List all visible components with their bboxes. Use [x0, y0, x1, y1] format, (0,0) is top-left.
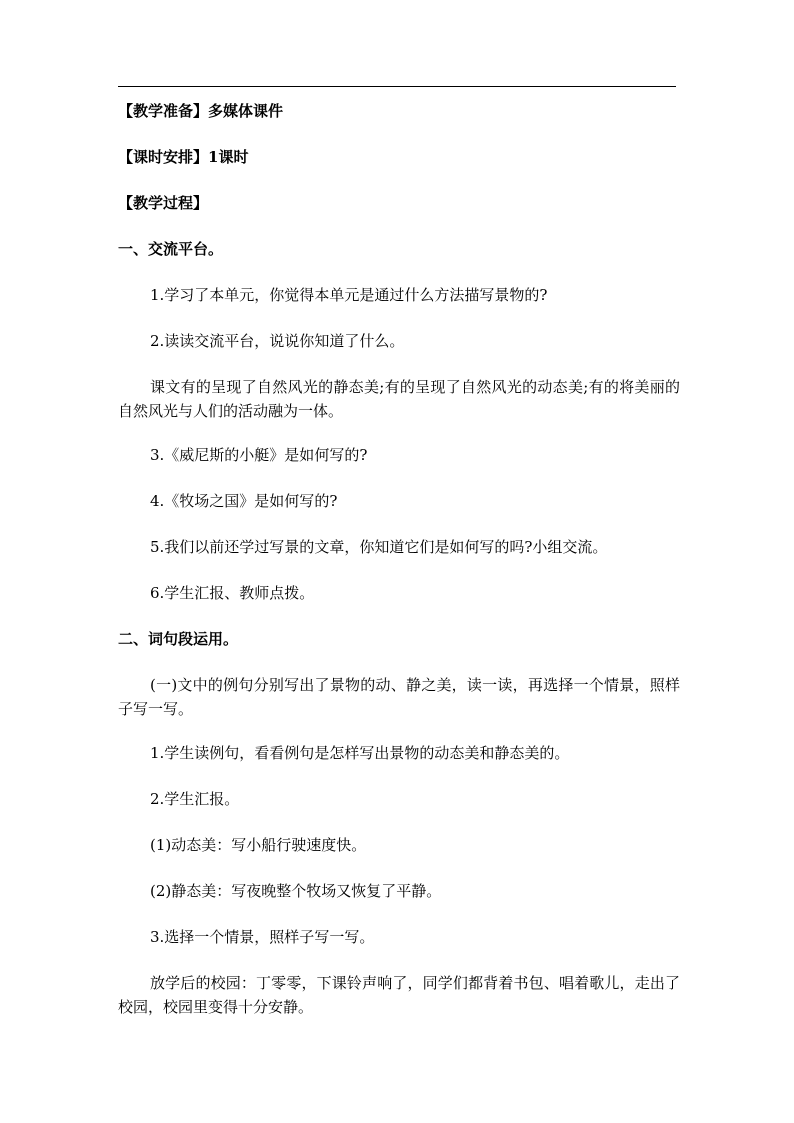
prep-line: 【教学准备】多媒体课件 [118, 102, 284, 120]
section2-paragraph-1: (一)文中的例句分别写出了景物的动、静之美，读一读，再选择一个情景，照样子写一写。 [118, 676, 680, 718]
section2-step2a: (1)动态美：写小船行驶速度快。 [150, 836, 367, 854]
section1-q2: 2.读读交流平台，说说你知道了什么。 [150, 332, 405, 350]
section2-step3: 3.选择一个情景，照样子写一写。 [150, 928, 375, 946]
section2-step2: 2.学生汇报。 [150, 790, 240, 808]
section1-q6: 6.学生汇报、教师点拨。 [150, 584, 315, 602]
section2-step1: 1.学生读例句，看看例句是怎样写出景物的动态美和静态美的。 [150, 744, 570, 762]
section1-heading: 一、交流平台。 [118, 240, 224, 258]
section1-q3: 3.《威尼斯的小艇》是如何写的? [150, 446, 368, 464]
section1-q4: 4.《牧场之国》是如何写的? [150, 492, 338, 510]
section2-heading: 二、词句段运用。 [118, 630, 239, 648]
header-rule [118, 86, 676, 87]
schedule-line: 【课时安排】1课时 [118, 148, 249, 166]
section1-q5: 5.我们以前还学过写景的文章，你知道它们是如何写的吗?小组交流。 [150, 538, 608, 556]
document-body [118, 99, 680, 1019]
section1-paragraph: 课文有的呈现了自然风光的静态美;有的呈现了自然风光的动态美;有的将美丽的自然风光与人们的活动融为一体。 [118, 378, 680, 420]
section2-paragraph-2: 放学后的校园：丁零零，下课铃声响了，同学们都背着书包、唱着歌儿，走出了校园，校园里变得十分安静。 [118, 974, 680, 1016]
process-heading: 【教学过程】 [118, 194, 209, 212]
section1-q1: 1.学习了本单元，你觉得本单元是通过什么方法描写景物的? [150, 286, 548, 304]
section2-step2b: (2)静态美：写夜晚整个牧场又恢复了平静。 [150, 882, 442, 900]
